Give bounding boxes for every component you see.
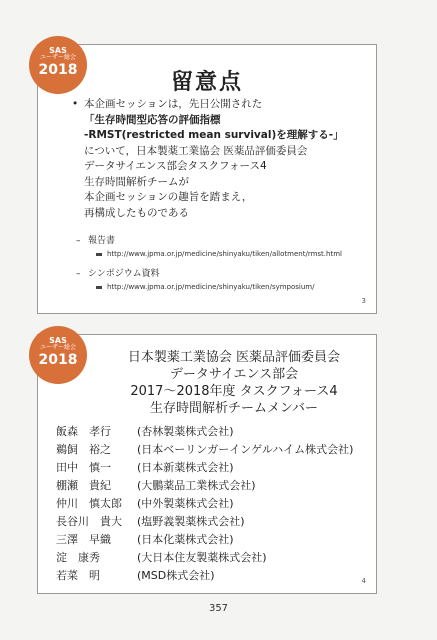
member-company: (MSD株式会社) bbox=[137, 569, 215, 582]
member-name: 仲川 慎太郎 bbox=[56, 497, 122, 510]
member-name: 長谷川 貴大 bbox=[56, 515, 122, 528]
member-row bbox=[56, 459, 234, 475]
slide-team-members bbox=[37, 334, 377, 594]
report-label bbox=[76, 233, 115, 246]
badge-meeting-text: ユーザー総会 bbox=[39, 54, 76, 62]
symposium-label-text: シンポジウム資料 bbox=[88, 269, 160, 279]
member-row bbox=[56, 549, 267, 565]
symposium-url-text[interactable]: http://www.jpma.or.jp/medicine/shinyaku/tiken/symposium/ bbox=[107, 283, 315, 291]
member-company: (日本化薬株式会社) bbox=[137, 533, 234, 546]
badge-meeting-text: ユーザー総会 bbox=[39, 344, 76, 352]
note-line: 生存時間解析チームが bbox=[84, 175, 189, 188]
member-row bbox=[56, 495, 234, 511]
dash-icon: – bbox=[76, 236, 81, 246]
member-company: (日本新薬株式会社) bbox=[137, 461, 234, 474]
slide-title: 留意点 bbox=[170, 70, 243, 95]
member-name: 棚瀬 貴紀 bbox=[56, 479, 111, 492]
title-line: 2017～2018年度 タスクフォース4 bbox=[130, 384, 338, 399]
note-line bbox=[72, 97, 368, 113]
title-line: 日本製薬工業協会 医薬品評価委員会 bbox=[127, 350, 341, 365]
member-company: (中外製薬株式会社) bbox=[137, 497, 234, 510]
member-company: (大日本住友製薬株式会社) bbox=[137, 551, 267, 564]
note-body bbox=[72, 97, 368, 221]
title-line: 生存時間解析チームメンバー bbox=[149, 401, 319, 416]
slide-page-number: 4 bbox=[361, 577, 366, 585]
report-label-text: 報告書 bbox=[88, 236, 116, 246]
badge-sas-text: SAS bbox=[49, 46, 67, 55]
note-line: について，日本製薬工業協会 医薬品評価委員会 bbox=[84, 144, 308, 157]
square-bullet-icon bbox=[96, 286, 102, 289]
note-line: データサイエンス部会タスクフォース4 bbox=[84, 160, 267, 172]
member-name: 田中 慎一 bbox=[56, 461, 111, 474]
slide-title bbox=[98, 349, 370, 417]
member-name: 淀 康秀 bbox=[56, 551, 100, 564]
note-line: 「生存時間型応答の評価指標 bbox=[84, 113, 221, 126]
symposium-label bbox=[76, 266, 160, 279]
square-bullet-icon bbox=[96, 253, 102, 256]
note-line-text: 本企画セッションは，先日公開された bbox=[84, 98, 263, 110]
badge-year-text: 2018 bbox=[38, 62, 78, 79]
symposium-url[interactable] bbox=[96, 283, 315, 291]
member-row bbox=[56, 567, 215, 583]
dash-icon: – bbox=[76, 269, 81, 279]
member-row bbox=[56, 477, 256, 493]
slide-rmst-note bbox=[37, 44, 377, 314]
member-row bbox=[56, 513, 245, 529]
note-line: 本企画セッションの趣旨を踏まえ， bbox=[84, 191, 253, 203]
badge-year-text: 2018 bbox=[38, 352, 78, 369]
sas-user-meeting-2018-badge bbox=[29, 326, 87, 384]
note-line: 再構成したものである bbox=[84, 206, 189, 219]
page-number: 357 bbox=[208, 603, 229, 614]
member-name: 三澤 早織 bbox=[56, 533, 111, 546]
slide-page-number: 3 bbox=[361, 297, 366, 305]
member-name: 飯森 孝行 bbox=[56, 425, 111, 438]
note-line: -RMST(restricted mean survival)を理解する-」 bbox=[84, 129, 344, 141]
member-company: (塩野義製薬株式会社) bbox=[137, 515, 245, 528]
member-company: (日本ベーリンガーインゲルハイム株式会社) bbox=[137, 443, 354, 456]
member-company: (大鵬薬品工業株式会社) bbox=[137, 479, 256, 492]
report-url[interactable] bbox=[96, 250, 342, 258]
member-company: (杏林製薬株式会社) bbox=[137, 425, 234, 438]
member-row bbox=[56, 423, 234, 439]
member-name: 若菜 明 bbox=[56, 569, 100, 582]
member-row bbox=[56, 531, 234, 547]
bullet-icon: • bbox=[72, 98, 79, 110]
report-url-text[interactable]: http://www.jpma.or.jp/medicine/shinyaku/tiken/allotment/rmst.html bbox=[107, 250, 342, 258]
member-name: 鵜飼 裕之 bbox=[56, 443, 111, 456]
badge-sas-text: SAS bbox=[49, 336, 67, 345]
title-line: データサイエンス部会 bbox=[169, 367, 299, 382]
member-row bbox=[56, 441, 353, 457]
